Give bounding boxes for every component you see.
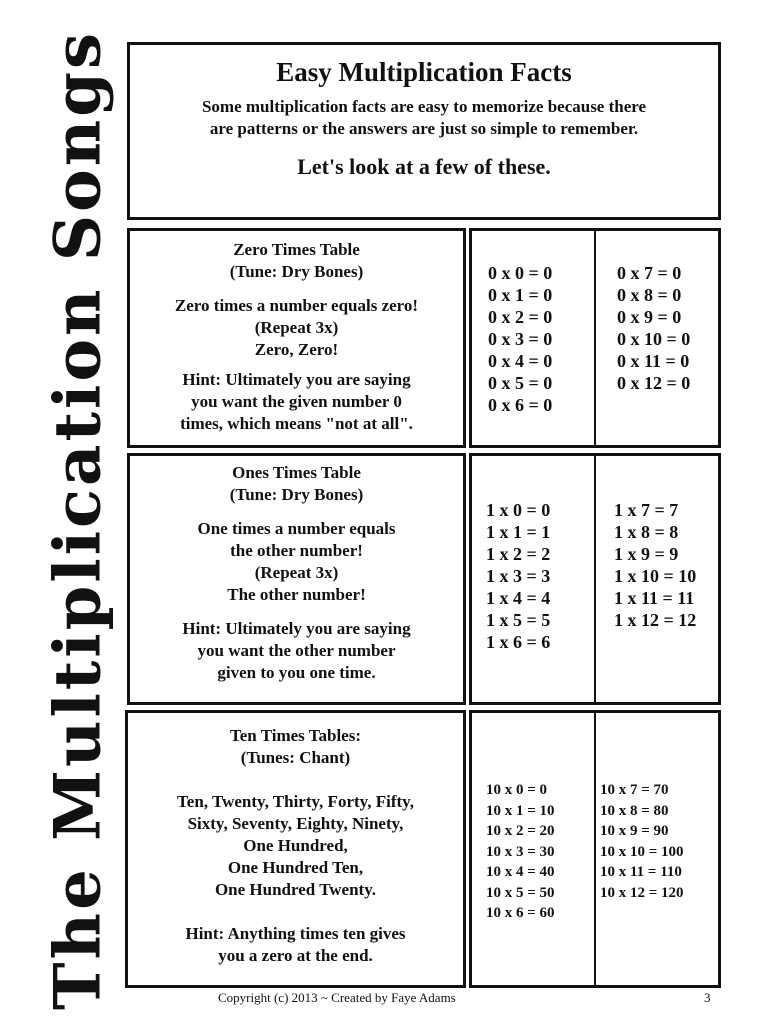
fact: 1 x 7 = 7 xyxy=(614,500,679,520)
fact: 10 x 7 = 70 xyxy=(600,782,669,798)
fact: 10 x 0 = 0 xyxy=(486,782,548,798)
ones-desc-box xyxy=(127,453,466,705)
intro-line-1: Some multiplication facts are easy to memorize because there xyxy=(201,97,647,116)
page-number: 3 xyxy=(704,990,711,1005)
tens-lyric-2: Sixty, Seventy, Eighty, Ninety, xyxy=(187,814,404,833)
zero-hint-1: Hint: Ultimately you are saying xyxy=(182,370,411,389)
zero-facts-col-2 xyxy=(617,262,690,394)
fact: 1 x 2 = 2 xyxy=(486,544,551,564)
copyright: Copyright (c) 2013 ~ Created by Faye Adams xyxy=(218,990,456,1005)
fact: 0 x 1 = 0 xyxy=(488,285,553,305)
fact: 1 x 12 = 12 xyxy=(614,610,697,630)
fact: 10 x 11 = 110 xyxy=(600,864,682,880)
ones-tune: (Tune: Dry Bones) xyxy=(229,485,364,504)
fact: 0 x 4 = 0 xyxy=(488,351,553,371)
side-title: The Multiplication Songs xyxy=(40,29,116,1011)
ones-description xyxy=(130,456,463,684)
zero-description xyxy=(130,231,463,435)
fact: 0 x 10 = 0 xyxy=(617,329,691,349)
ones-hint-3: given to you one time. xyxy=(217,663,376,682)
tens-facts-box xyxy=(469,710,721,988)
zero-facts-box xyxy=(469,228,721,448)
fact: 10 x 12 = 120 xyxy=(600,884,684,901)
ones-hint-2: you want the other number xyxy=(197,641,396,660)
fact: 0 x 8 = 0 xyxy=(617,285,682,305)
ones-lyric-2: the other number! xyxy=(230,541,363,560)
fact: 10 x 2 = 20 xyxy=(486,823,555,839)
fact: 10 x 3 = 30 xyxy=(486,843,555,860)
zero-hint-2: you want the given number 0 xyxy=(191,392,402,411)
fact: 10 x 6 = 60 xyxy=(486,905,555,921)
zero-lyric-2: (Repeat 3x) xyxy=(254,318,339,337)
fact: 10 x 5 = 50 xyxy=(486,884,555,901)
tens-lyric-1: Ten, Twenty, Thirty, Forty, Fifty, xyxy=(177,792,414,811)
fact: 1 x 4 = 4 xyxy=(486,588,551,608)
fact: 1 x 10 = 10 xyxy=(614,566,697,586)
ones-lyric-4: The other number! xyxy=(227,585,366,604)
fact: 0 x 11 = 0 xyxy=(617,351,690,371)
page-title: Easy Multiplication Facts xyxy=(276,57,572,87)
fact: 0 x 2 = 0 xyxy=(488,307,553,327)
fact: 10 x 8 = 80 xyxy=(600,802,669,819)
ones-lyric-3: (Repeat 3x) xyxy=(254,563,339,582)
tens-facts-col-1 xyxy=(486,780,555,924)
fact: 10 x 1 = 10 xyxy=(486,802,555,819)
tens-lyric-5: One Hundred Twenty. xyxy=(214,880,377,899)
zero-desc-box xyxy=(127,228,466,448)
tens-lyric-4: One Hundred Ten, xyxy=(227,858,364,877)
intro-line-2: are patterns or the answers are just so simple to remember. xyxy=(209,119,639,138)
fact: 1 x 1 = 1 xyxy=(486,522,551,542)
ones-facts-col-1 xyxy=(486,499,550,653)
fact: 1 x 11 = 11 xyxy=(614,588,695,608)
ones-facts-col-2 xyxy=(614,499,696,631)
fact: 1 x 0 = 0 xyxy=(486,500,551,520)
fact: 0 x 5 = 0 xyxy=(488,373,553,393)
zero-title: Zero Times Table xyxy=(233,240,360,259)
zero-lyric-1: Zero times a number equals zero! xyxy=(174,296,419,315)
fact: 0 x 6 = 0 xyxy=(488,395,553,415)
fact: 0 x 0 = 0 xyxy=(488,263,553,283)
fact: 0 x 12 = 0 xyxy=(617,373,691,393)
zero-tune: (Tune: Dry Bones) xyxy=(229,262,364,281)
fact: 0 x 9 = 0 xyxy=(617,307,682,327)
zero-hint-3: times, which means "not at all". xyxy=(180,414,413,433)
fact: 0 x 3 = 0 xyxy=(488,329,553,349)
look-text: Let's look at a few of these. xyxy=(297,154,551,179)
tens-description xyxy=(128,713,463,967)
zero-facts-col-1 xyxy=(488,262,552,416)
header-box xyxy=(127,42,721,220)
fact: 10 x 9 = 90 xyxy=(600,823,669,839)
tens-lyric-3: One Hundred, xyxy=(243,836,348,855)
footer xyxy=(0,990,768,1010)
fact: 1 x 5 = 5 xyxy=(486,610,551,630)
fact: 1 x 9 = 9 xyxy=(614,544,679,564)
fact: 1 x 8 = 8 xyxy=(614,522,679,542)
ones-facts-box xyxy=(469,453,721,705)
fact: 10 x 4 = 40 xyxy=(486,864,555,880)
fact: 1 x 3 = 3 xyxy=(486,566,551,586)
tens-title: Ten Times Tables: xyxy=(229,726,362,745)
tens-facts-col-2 xyxy=(600,780,684,903)
ones-lyric-1: One times a number equals xyxy=(197,519,396,538)
tens-tune: (Tunes: Chant) xyxy=(240,748,351,767)
zero-lyric-3: Zero, Zero! xyxy=(254,340,339,359)
fact: 0 x 7 = 0 xyxy=(617,263,682,283)
tens-hint-1: Hint: Anything times ten gives xyxy=(185,924,406,943)
tens-desc-box xyxy=(125,710,466,988)
fact: 10 x 10 = 100 xyxy=(600,843,684,860)
tens-hint-2: you a zero at the end. xyxy=(218,946,373,965)
ones-hint-1: Hint: Ultimately you are saying xyxy=(182,619,411,638)
fact: 1 x 6 = 6 xyxy=(486,632,551,652)
ones-title: Ones Times Table xyxy=(232,463,361,482)
